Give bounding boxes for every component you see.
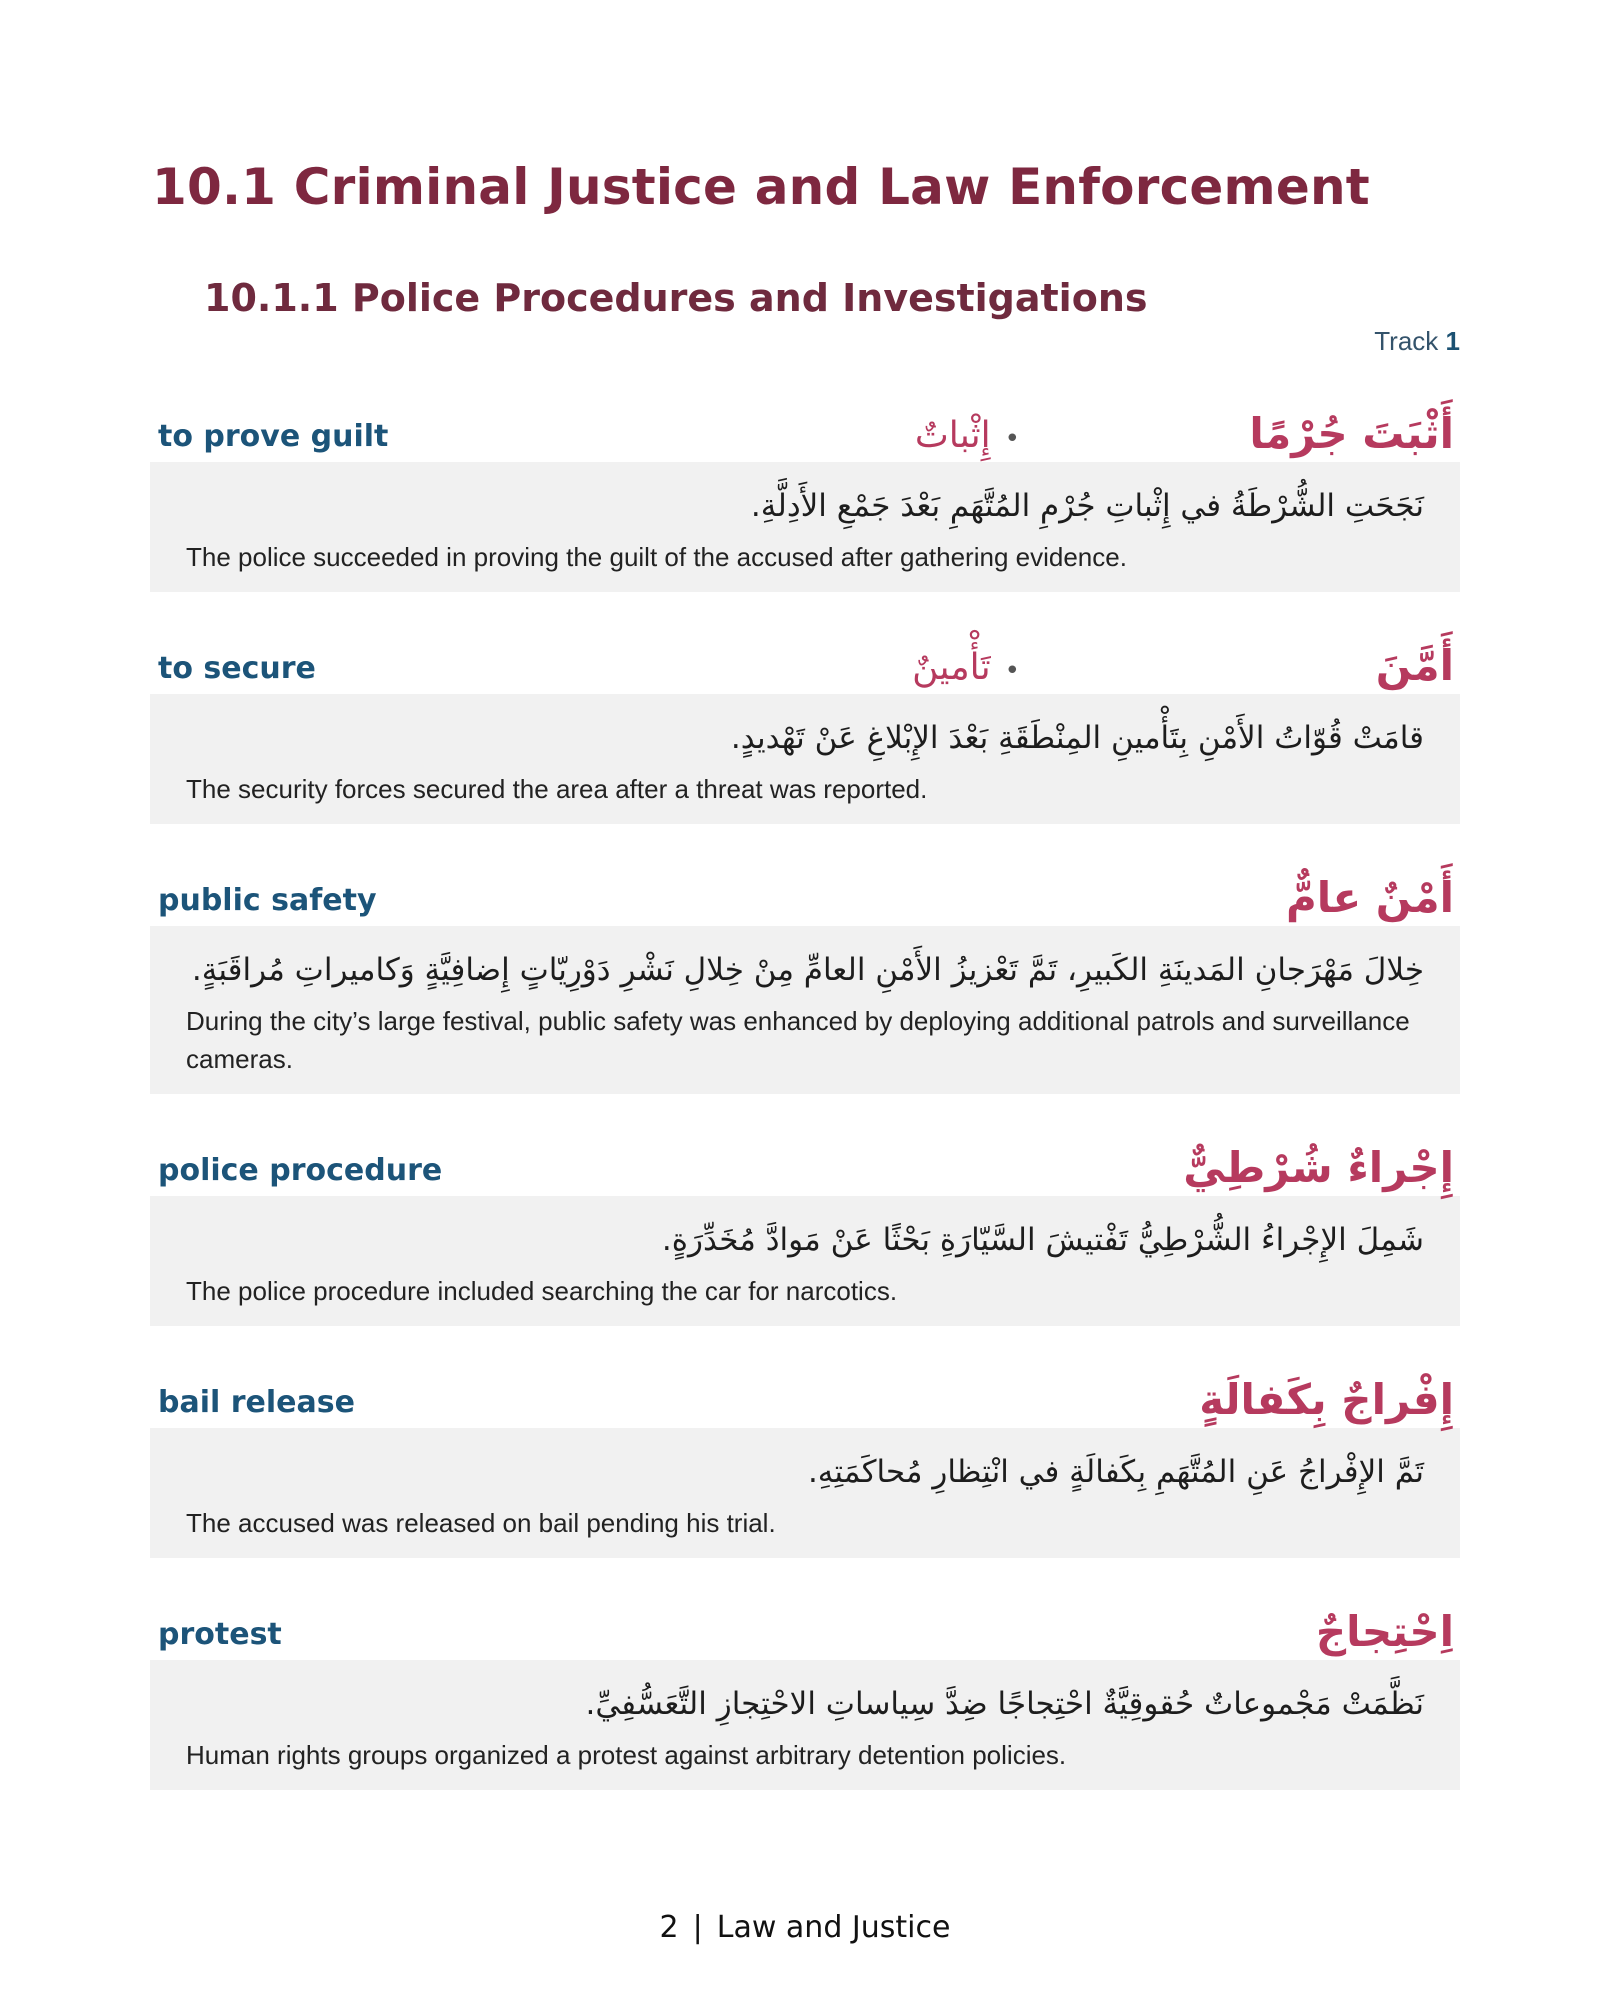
section-title: 10.1 Criminal Justice and Law Enforcement [152, 158, 1370, 216]
track-number: 1 [1445, 326, 1460, 356]
subsection-title: 10.1.1 Police Procedures and Investigations [204, 276, 1148, 320]
arabic-term: أَثْبَتَ جُرْمًا [1249, 409, 1454, 458]
arabic-term: إِفْراجٌ بِكَفالَةٍ [1199, 1375, 1454, 1424]
example-english: The police procedure included searching the car for narcotics. [186, 1276, 898, 1306]
english-term: public safety [158, 883, 377, 918]
example-english: The accused was released on bail pending his trial. [186, 1508, 776, 1538]
english-term: to secure [158, 651, 316, 686]
english-term: bail release [158, 1385, 355, 1420]
vocab-entry-header [150, 1124, 1460, 1196]
arabic-form-text: تَأْمينٌ [912, 647, 991, 688]
bullet-icon: • [1004, 424, 1020, 454]
vocab-entry-header [150, 622, 1460, 694]
vocab-entry [150, 390, 1460, 592]
audio-track-label[interactable] [1374, 326, 1460, 357]
footer-separator: | [692, 1910, 703, 1945]
track-label: Track [1374, 326, 1439, 356]
english-term: to prove guilt [158, 419, 389, 454]
vocab-entry-header [150, 1588, 1460, 1660]
vocab-entry-header [150, 390, 1460, 462]
example-english: The security forces secured the area after a threat was reported. [186, 774, 928, 804]
vocabulary-list [150, 390, 1460, 1790]
bullet-icon: • [1004, 656, 1020, 686]
example-arabic: نَجَحَتِ الشُّرْطَةُ في إِثْباتِ جُرْمِ المُتَّهَمِ بَعْدَ جَمْعِ الأَدِلَّةِ. [750, 488, 1424, 524]
example-english: The police succeeded in proving the guilt of the accused after gathering evidence. [186, 542, 1127, 572]
example-arabic: خِلالَ مَهْرَجانِ المَدينَةِ الكَبيرِ، تَمَّ تَعْزيزُ الأَمْنِ العامِّ مِنْ خِلالِ نَشْرِ دَوْرِيّاتٍ إِضافِيَّةٍ وَكاميراتِ مُراقَبَةٍ. [191, 952, 1424, 988]
example-arabic: تَمَّ الإِفْراجُ عَنِ المُتَّهَمِ بِكَفالَةٍ في انْتِظارِ مُحاكَمَتِهِ. [807, 1454, 1424, 1490]
example-box [150, 1660, 1460, 1790]
vocab-entry [150, 1124, 1460, 1326]
example-box [150, 1196, 1460, 1326]
vocab-entry-header [150, 1356, 1460, 1428]
vocab-entry [150, 1356, 1460, 1558]
document-page [150, 0, 1460, 2000]
example-box [150, 694, 1460, 824]
arabic-derived-form [915, 415, 1020, 456]
example-box [150, 926, 1460, 1094]
vocab-entry [150, 1588, 1460, 1790]
example-arabic: شَمِلَ الإِجْراءُ الشُّرْطِيُّ تَفْتيشَ السَّيّارَةِ بَحْثًا عَنْ مَوادَّ مُخَدِّرَةٍ. [661, 1222, 1424, 1258]
english-term: protest [158, 1617, 282, 1652]
arabic-term: إِجْراءٌ شُرْطِيٌّ [1183, 1143, 1454, 1192]
arabic-term: أَمْنٌ عامٌّ [1285, 873, 1454, 922]
chapter-name: Law and Justice [716, 1910, 951, 1945]
example-box [150, 462, 1460, 592]
page-number: 2 [659, 1910, 679, 1945]
arabic-form-text: إِثْباتٌ [914, 415, 991, 456]
example-arabic: قامَتْ قُوّاتُ الأَمْنِ بِتَأْمينِ المِنْطَقَةِ بَعْدَ الإِبْلاغِ عَنْ تَهْديدٍ. [730, 720, 1424, 756]
example-english: Human rights groups organized a protest against arbitrary detention policies. [186, 1740, 1067, 1770]
example-arabic: نَظَّمَتْ مَجْموعاتٌ حُقوقِيَّةٌ احْتِجاجًا ضِدَّ سِياساتِ الاحْتِجازِ التَّعَسُّفِيِّ. [585, 1686, 1424, 1722]
arabic-derived-form [912, 647, 1020, 688]
example-english: During the city’s large festival, public safety was enhanced by deploying additional patrols and surveillance cameras. [186, 1006, 1410, 1074]
vocab-entry [150, 854, 1460, 1094]
arabic-term: اِحْتِجاجٌ [1315, 1607, 1454, 1656]
example-box [150, 1428, 1460, 1558]
page-footer [150, 1910, 1460, 1945]
english-term: police procedure [158, 1153, 443, 1188]
vocab-entry [150, 622, 1460, 824]
vocab-entry-header [150, 854, 1460, 926]
arabic-term: أَمَّنَ [1375, 641, 1454, 690]
